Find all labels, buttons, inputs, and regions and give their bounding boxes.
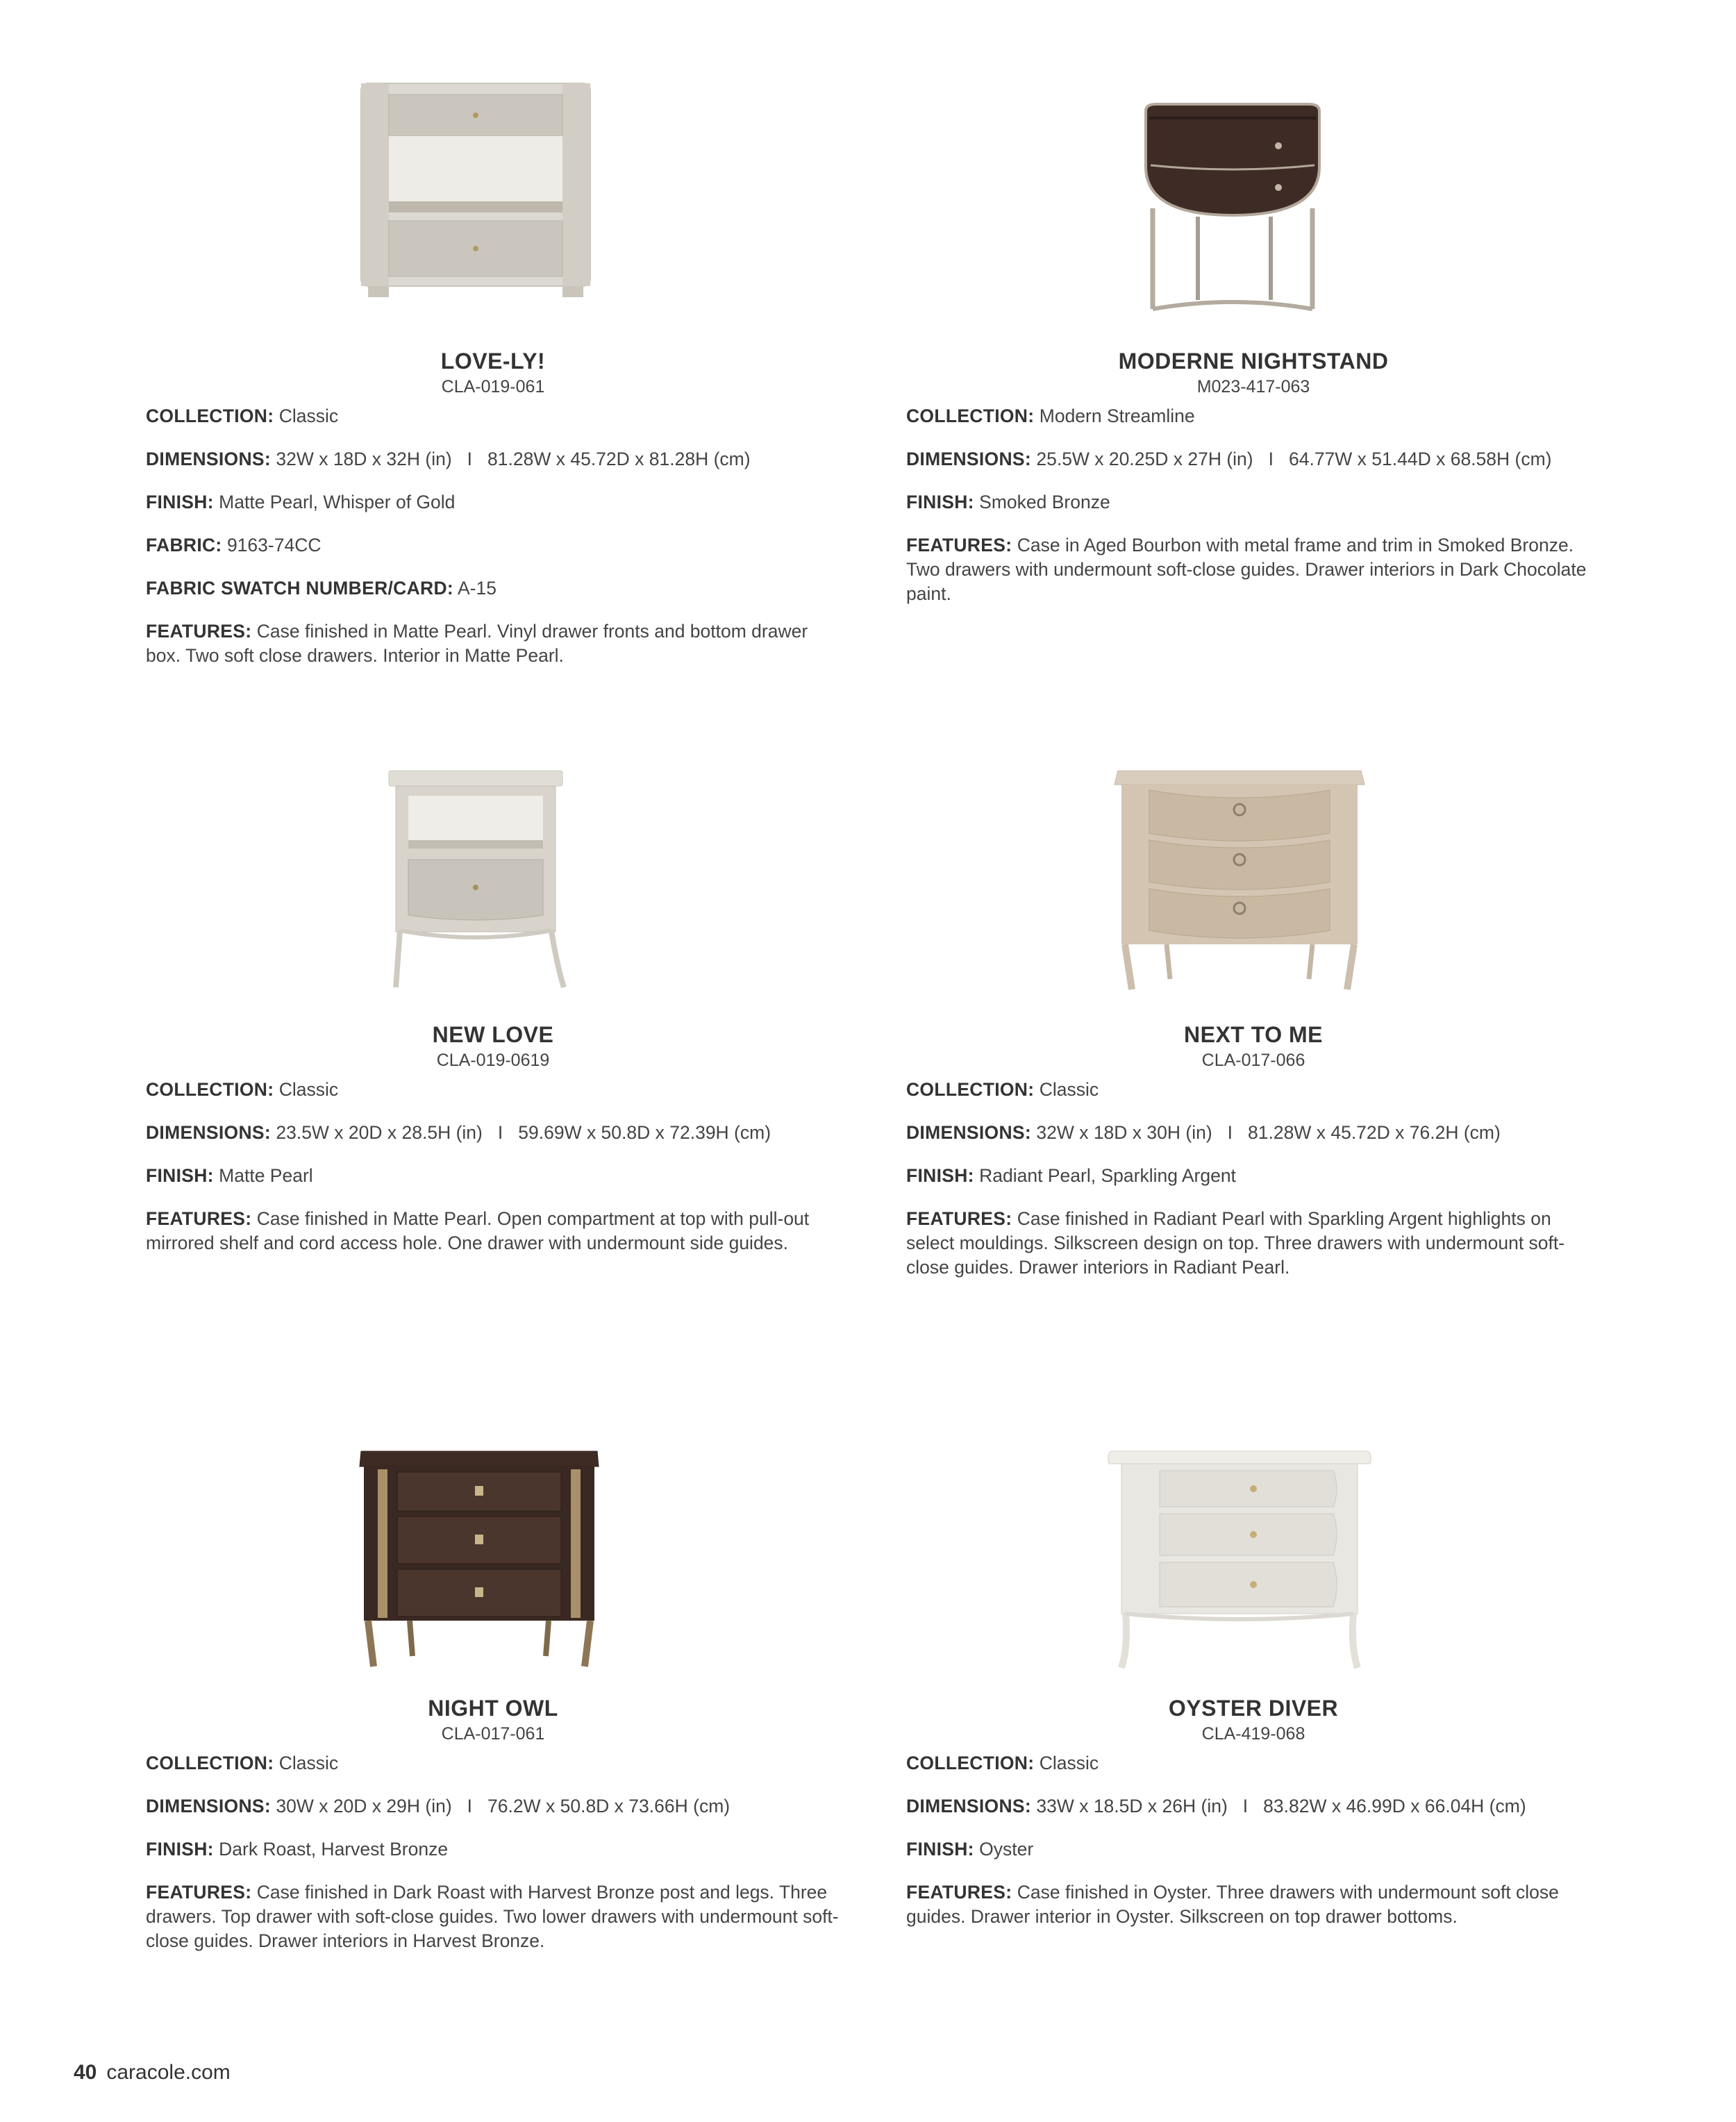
website-link[interactable]: caracole.com xyxy=(106,2061,231,2084)
product-card-oyster-diver xyxy=(906,1417,1601,1948)
product-card-lovely xyxy=(146,69,840,687)
product-sku: CLA-017-061 xyxy=(441,1724,545,1744)
product-name: LOVE-LY! xyxy=(440,349,546,374)
spec-features: FEATURES: Case in Aged Bourbon with metal frame and trim in Smoked Bronze. Two drawers with undermount soft-close guides. Drawer interiors in Dark Chocolate paint. xyxy=(906,535,1587,604)
product-sku: M023-417-063 xyxy=(1196,377,1310,396)
product-card-next-to-me xyxy=(906,743,1601,1298)
spec-features: FEATURES: Case finished in Radiant Pearl with Sparkling Argent highlights on select mouldings. Silkscreen design on top. Three drawers with undermount soft-close guides. Drawer interiors in Radiant Pearl. xyxy=(906,1208,1565,1278)
product-sku: CLA-019-061 xyxy=(441,377,545,396)
spec-dimensions: DIMENSIONS: 33W x 18.5D x 26H (in) I 83.82W x 46.99D x 66.04H (cm) xyxy=(906,1796,1526,1816)
spec-collection: COLLECTION: Classic xyxy=(906,1079,1099,1100)
product-sku: CLA-017-066 xyxy=(1201,1051,1305,1070)
nightstand-illustration xyxy=(1108,743,1371,993)
product-image xyxy=(906,69,1601,326)
spec-dimensions: DIMENSIONS: 25.5W x 20.25D x 27H (in) I 64.77W x 51.44D x 68.58H (cm) xyxy=(906,449,1552,469)
product-image xyxy=(906,743,1601,1000)
spec-list xyxy=(906,404,1601,606)
spec-finish: FINISH: Matte Pearl, Whisper of Gold xyxy=(146,492,456,512)
spec-features: FEATURES: Case finished in Matte Pearl. Vinyl drawer fronts and bottom drawer box. Two soft close drawers. Interior in Matte Pearl. xyxy=(146,621,808,666)
spec-dimensions: DIMENSIONS: 32W x 18D x 30H (in) I 81.28W x 45.72D x 76.2H (cm) xyxy=(906,1122,1501,1143)
product-image xyxy=(906,1417,1601,1673)
spec-finish: FINISH: Radiant Pearl, Sparkling Argent xyxy=(906,1165,1236,1186)
product-image xyxy=(146,69,840,326)
product-name: NIGHT OWL xyxy=(428,1696,558,1721)
page-footer xyxy=(74,2061,231,2085)
product-name: NEW LOVE xyxy=(432,1022,554,1047)
spec-list xyxy=(146,1751,840,1953)
spec-fabric-swatch: FABRIC SWATCH NUMBER/CARD: A-15 xyxy=(146,578,496,599)
product-sku: CLA-419-068 xyxy=(1201,1724,1305,1744)
spec-finish: FINISH: Oyster xyxy=(906,1839,1034,1860)
page-number: 40 xyxy=(74,2061,97,2084)
spec-finish: FINISH: Matte Pearl xyxy=(146,1165,313,1186)
spec-list xyxy=(146,404,840,668)
spec-collection: COLLECTION: Classic xyxy=(906,1753,1099,1773)
spec-features: FEATURES: Case finished in Matte Pearl. Open compartment at top with pull-out mirrored shelf and cord access hole. One drawer with undermount side guides. xyxy=(146,1208,810,1253)
spec-collection: COLLECTION: Classic xyxy=(146,1079,339,1100)
nightstand-illustration xyxy=(347,69,597,306)
spec-list xyxy=(906,1751,1601,1929)
spec-finish: FINISH: Smoked Bronze xyxy=(906,492,1110,512)
spec-finish: FINISH: Dark Roast, Harvest Bronze xyxy=(146,1839,449,1860)
product-card-new-love xyxy=(146,743,840,1274)
spec-fabric: FABRIC: 9163-74CC xyxy=(146,535,322,555)
spec-dimensions: DIMENSIONS: 23.5W x 20D x 28.5H (in) I 59.69W x 50.8D x 72.39H (cm) xyxy=(146,1122,771,1143)
product-image xyxy=(146,1417,840,1673)
product-name: NEXT TO ME xyxy=(1184,1022,1323,1047)
spec-collection: COLLECTION: Classic xyxy=(146,406,339,426)
spec-list xyxy=(906,1078,1601,1280)
product-card-night-owl xyxy=(146,1417,840,1972)
product-card-moderne-nightstand xyxy=(906,69,1601,625)
product-name: MODERNE NIGHTSTAND xyxy=(1118,349,1389,374)
product-name: OYSTER DIVER xyxy=(1168,1696,1339,1721)
spec-features: FEATURES: Case finished in Oyster. Three drawers with undermount soft close guides. Drawer interior in Oyster. Silkscreen on top drawer bottoms. xyxy=(906,1882,1559,1927)
product-image xyxy=(146,743,840,1000)
nightstand-illustration xyxy=(375,743,576,993)
spec-list xyxy=(146,1078,840,1255)
nightstand-illustration xyxy=(1135,69,1330,319)
nightstand-illustration xyxy=(354,1417,604,1673)
spec-dimensions: DIMENSIONS: 32W x 18D x 32H (in) I 81.28W x 45.72D x 81.28H (cm) xyxy=(146,449,751,469)
spec-collection: COLLECTION: Modern Streamline xyxy=(906,406,1195,426)
spec-features: FEATURES: Case finished in Dark Roast with Harvest Bronze post and legs. Three drawers. Top drawer with soft-close guides. Two lower drawers with undermount soft-close guides. Drawer interiors in Harvest Bronze. xyxy=(146,1882,839,1951)
spec-collection: COLLECTION: Classic xyxy=(146,1753,339,1773)
nightstand-illustration xyxy=(1101,1417,1378,1673)
spec-dimensions: DIMENSIONS: 30W x 20D x 29H (in) I 76.2W x 50.8D x 73.66H (cm) xyxy=(146,1796,731,1816)
product-sku: CLA-019-0619 xyxy=(436,1051,550,1070)
